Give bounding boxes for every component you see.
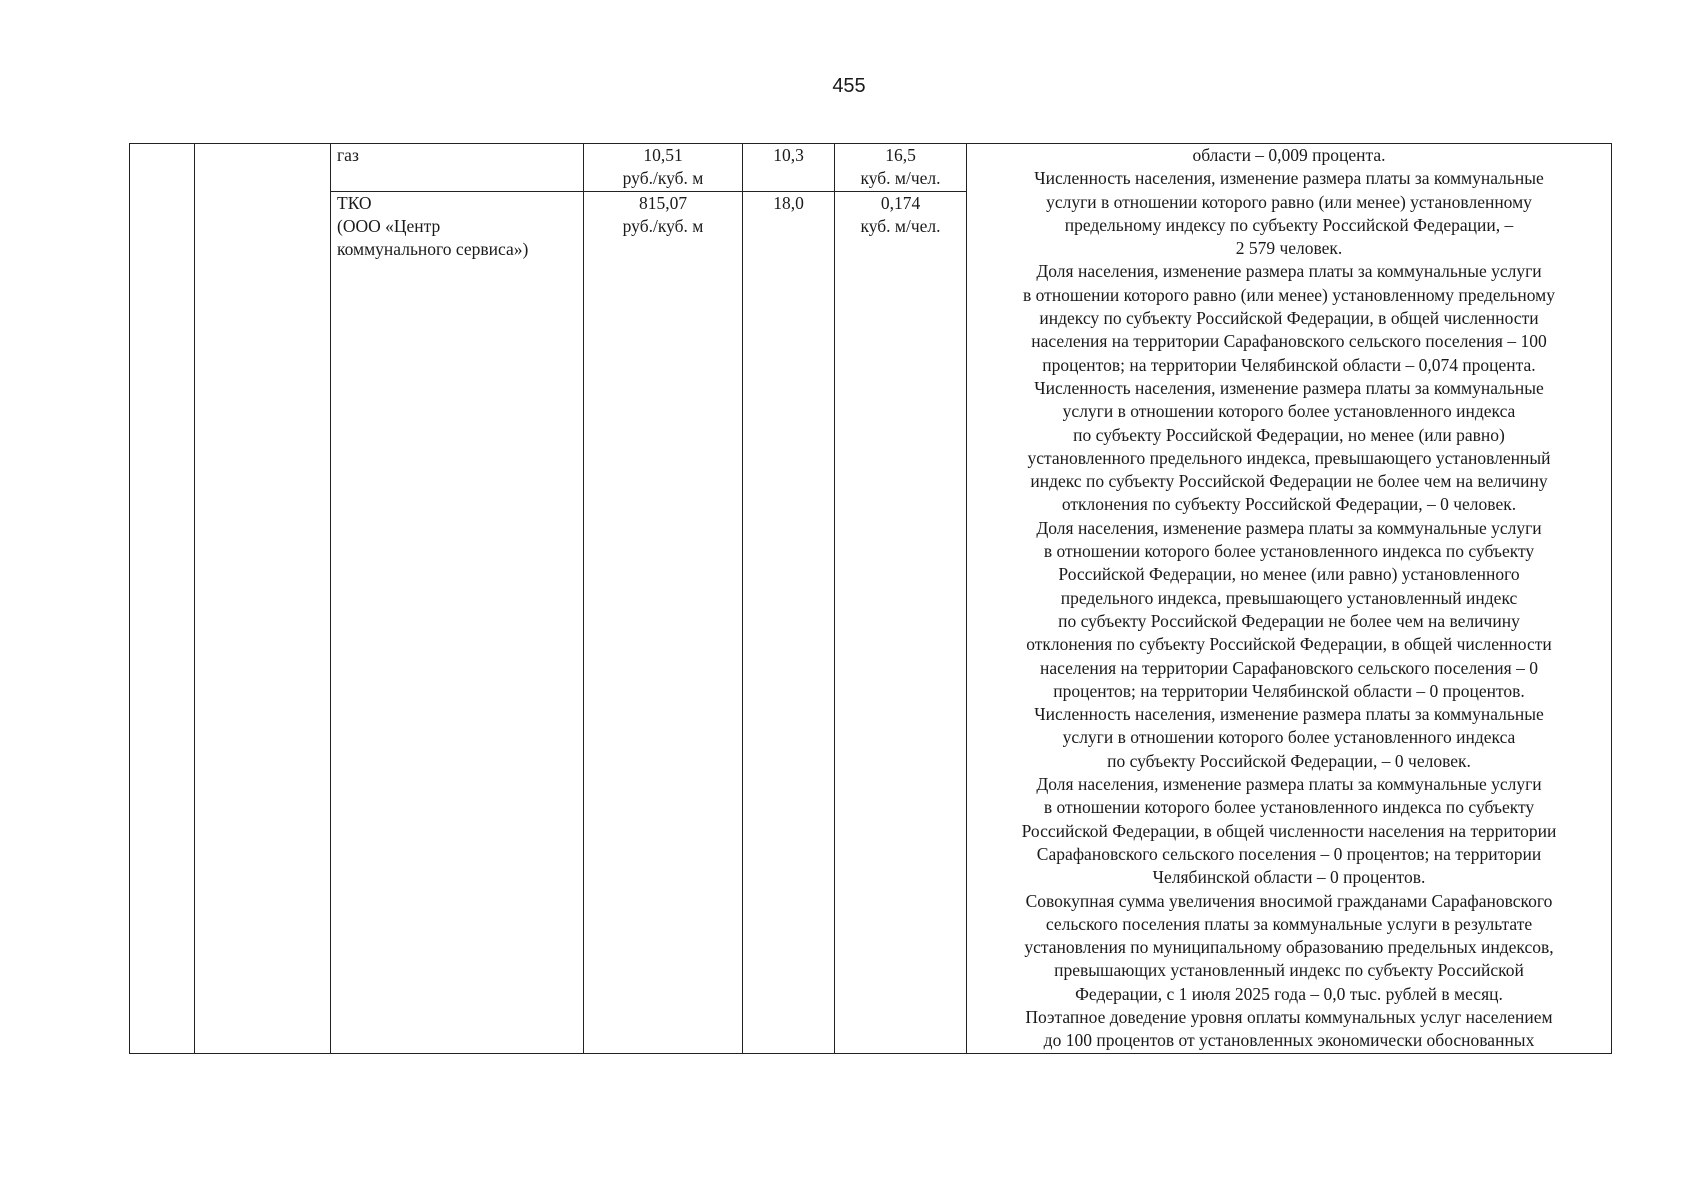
summary-line: услуги в отношении которого равно (или менее) установленному — [1046, 191, 1532, 212]
summary-line: 2 579 человек. — [1235, 238, 1343, 259]
summary-line: сельского поселения платы за коммунальные услуги в результате — [1045, 913, 1533, 934]
table-row — [130, 144, 1612, 192]
summary-text-cell — [967, 144, 1612, 1054]
summary-line: процентов; на территории Челябинской области – 0 процентов. — [1053, 680, 1525, 701]
utility-tariff-table — [129, 143, 1612, 1054]
municipality-cell — [195, 144, 331, 1054]
service-provider: (ООО «Центр — [337, 215, 441, 236]
summary-line: Российской Федерации, в общей численности населения на территории — [1021, 820, 1557, 841]
tariff-value: 815,07 — [638, 192, 688, 213]
summary-line: процентов; на территории Челябинской области – 0,074 процента. — [1042, 354, 1536, 375]
summary-line: индексу по субъекту Российской Федерации, в общей численности — [1039, 308, 1539, 329]
service-name: газ — [337, 145, 359, 165]
page-number: 455 — [832, 75, 866, 97]
norm-unit: куб. м/чел. — [860, 168, 941, 189]
summary-line: Челябинской области – 0 процентов. — [1152, 867, 1426, 888]
tariff-unit: руб./куб. м — [622, 168, 704, 189]
index-value: 18,0 — [773, 192, 804, 213]
summary-line: Совокупная сумма увеличения вносимой гражданами Сарафановского — [1025, 890, 1553, 911]
summary-line: Доля населения, изменение размера платы за коммунальные услуги — [1036, 261, 1542, 282]
summary-line: в отношении которого равно (или менее) установленному предельному — [1023, 284, 1555, 305]
index-value: 10,3 — [773, 145, 804, 165]
index-cell — [743, 191, 835, 1053]
summary-line: Поэтапное доведение уровня оплаты коммунальных услуг населением — [1025, 1006, 1553, 1027]
summary-line: Численность населения, изменение размера платы за коммунальные — [1034, 704, 1544, 725]
norm-value: 16,5 — [885, 145, 916, 165]
summary-line: установления по муниципальному образованию предельных индексов, — [1024, 937, 1554, 958]
summary-line: услуги в отношении которого более установленного индекса — [1062, 727, 1516, 748]
tariff-cell — [584, 191, 743, 1053]
summary-line: Сарафановского сельского поселения – 0 процентов; на территории — [1036, 843, 1542, 864]
summary-line: Численность населения, изменение размера платы за коммунальные — [1034, 168, 1544, 189]
summary-line: Федерации, с 1 июля 2025 года – 0,0 тыс. рублей в месяц. — [1075, 983, 1503, 1004]
summary-line: индекс по субъекту Российской Федерации не более чем на величину — [1030, 471, 1548, 492]
tariff-cell — [584, 144, 743, 192]
row-number-cell — [130, 144, 195, 1054]
tariff-unit: руб./куб. м — [622, 215, 704, 236]
norm-cell — [835, 144, 967, 192]
norm-value: 0,174 — [880, 192, 921, 213]
summary-line: установленного предельного индекса, превышающего установленный — [1027, 447, 1551, 468]
summary-line: до 100 процентов от установленных экономически обоснованных — [1043, 1030, 1535, 1051]
summary-line: Российской Федерации, но менее (или равно) установленного — [1058, 564, 1520, 585]
summary-line: в отношении которого более установленного индекса по субъекту — [1043, 541, 1535, 562]
summary-line: населения на территории Сарафановского сельского поселения – 0 — [1040, 657, 1538, 678]
summary-line: Доля населения, изменение размера платы за коммунальные услуги — [1036, 517, 1542, 538]
service-name-cell — [331, 144, 584, 192]
summary-line: превышающих установленный индекс по субъекту Российской — [1054, 960, 1524, 981]
tariff-value: 10,51 — [643, 145, 683, 165]
summary-line: предельному индексу по субъекту Российской Федерации, – — [1064, 214, 1514, 235]
summary-line: по субъекту Российской Федерации, – 0 человек. — [1107, 750, 1471, 771]
service-name-cell — [331, 191, 584, 1053]
summary-line: отклонения по субъекту Российской Федерации, – 0 человек. — [1061, 494, 1517, 515]
summary-line: отклонения по субъекту Российской Федерации, в общей численности — [1026, 634, 1552, 655]
summary-line: по субъекту Российской Федерации не более чем на величину — [1058, 610, 1520, 631]
norm-unit: куб. м/чел. — [860, 215, 941, 236]
norm-cell — [835, 191, 967, 1053]
summary-line: Доля населения, изменение размера платы за коммунальные услуги — [1036, 774, 1542, 795]
summary-line: населения на территории Сарафановского сельского поселения – 100 — [1031, 331, 1547, 352]
summary-line: Численность населения, изменение размера платы за коммунальные — [1034, 377, 1544, 398]
summary-line: в отношении которого более установленного индекса по субъекту — [1043, 797, 1535, 818]
summary-line: предельного индекса, превышающего установленный индекс — [1060, 587, 1518, 608]
summary-line: по субъекту Российской Федерации, но менее (или равно) — [1073, 424, 1505, 445]
summary-line: услуги в отношении которого более установленного индекса — [1062, 401, 1516, 422]
summary-line: области – 0,009 процента. — [1192, 145, 1386, 165]
service-provider: коммунального сервиса») — [337, 239, 529, 260]
service-name: ТКО — [337, 192, 372, 213]
index-cell — [743, 144, 835, 192]
